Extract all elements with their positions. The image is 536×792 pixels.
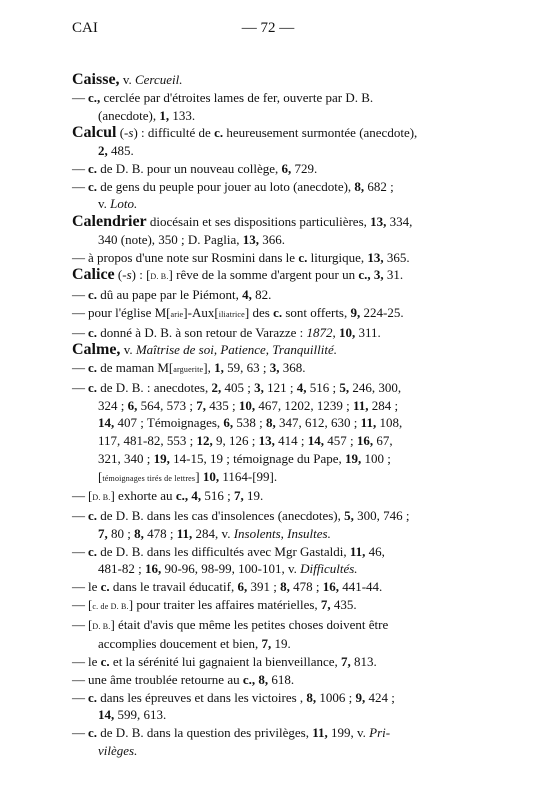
text: donné à D. B. à son retour de Varazze : [97,324,307,340]
text: 407 ; Témoignages, [114,415,224,431]
bold-ref: c. [88,543,98,559]
em-dash: — [72,324,85,340]
text: ] [195,468,203,484]
index-entry [72,507,476,543]
text: de D. B. dans la question des privilèges, [97,725,313,740]
text: 729. [291,160,318,176]
text: 46, [365,543,385,559]
bold-ref: 8, [134,525,144,541]
headword: Calme, [72,341,121,359]
text: ( [114,267,123,283]
text: 599, 613. [114,707,167,723]
bold-ref: 11, [176,525,193,541]
text: le [88,579,101,594]
entry-line [72,724,476,742]
text: 391 ; [247,579,281,594]
small-caps-text: c. de D. B. [92,601,129,611]
text: 67, [373,433,393,448]
italic-text: 1872, [306,324,336,340]
text: 31. [383,267,404,283]
bold-ref: c. [88,379,98,395]
text: 90-96, 98-99, 100-101, v. [161,561,301,577]
bold-ref: 11, [360,415,377,431]
text: dans les épreuves et dans les victoires , [97,689,307,705]
entry-line [72,231,476,249]
bold-ref: c. [88,160,98,176]
text: 682 ; [364,178,394,194]
text: 478 ; [143,525,177,541]
bold-ref: 8, [306,689,317,705]
bold-ref: c. [214,125,224,141]
index-entry [72,671,476,689]
text: v. [120,342,136,358]
italic-text: Difficultés. [300,561,358,577]
entry-line [72,560,476,578]
text: dans le travail éducatif, [109,579,238,594]
text: 321, 340 ; [98,450,154,466]
entry-line [72,195,476,213]
bold-ref: c. [298,249,308,265]
text: ]-Aux[ [183,304,219,320]
bold-ref: 10, [339,324,356,340]
index-entry [72,286,476,304]
bold-ref: 9, [355,689,366,705]
entry-line [72,507,476,525]
entry-line [72,616,476,636]
italic-text: Pri- [369,725,391,740]
bold-ref: 6, [281,160,292,176]
em-dash: — [72,89,85,105]
index-entry [72,249,476,267]
bold-ref: 16, [356,433,374,448]
text: 424 ; [365,689,395,705]
bold-ref: 14, [307,433,324,448]
text: et la sérénité lui gagnaient la bienveillance, [109,654,342,669]
bold-ref: 13, [258,433,275,448]
text: diocésain et ses dispositions particulières, [146,214,371,229]
bold-ref: 7, [196,397,206,413]
bold-ref: c. [88,360,98,375]
em-dash: — [72,579,85,594]
index-entry [72,578,476,596]
text: [ [88,616,93,632]
bold-ref: 7, [98,525,108,541]
index-entry [72,213,476,249]
text: 19. [271,636,291,652]
bold-ref: 16, [322,579,339,594]
bold-ref: c., [88,89,101,105]
entry-line [72,249,476,267]
text: 1006 ; [316,689,356,705]
bold-ref: 6, [223,415,234,431]
text: 405 ; [221,379,255,395]
index-entry [72,89,476,125]
bold-ref: 11, [353,397,369,413]
text: sont offerts, [282,304,351,320]
small-caps-text: D. B. [150,272,169,282]
bold-ref: 3, [373,267,384,283]
bold-ref: 13, [367,249,384,265]
small-caps-text: iliatrice [218,309,245,319]
small-caps-text: D. B. [92,493,111,503]
bold-ref: 14, [98,707,115,723]
em-dash: — [72,304,85,320]
bold-ref: 10, [202,468,220,484]
em-dash: — [72,160,85,176]
bold-ref: 19, [344,450,362,466]
entry-line [72,543,476,561]
text: 117, 481-82, 553 ; [98,433,197,448]
text: dû au pape par le Piémont, [97,287,243,302]
em-dash: — [72,508,85,523]
index-entry [72,379,476,488]
em-dash: — [72,725,85,740]
text: 467, 1202, 1239 ; [255,397,353,413]
italic-text: Cercueil. [134,72,183,87]
text: 457 ; [323,433,357,448]
index-entry [72,71,476,89]
text: pour l'église M[ [88,304,171,320]
text: 80 ; [107,525,135,541]
text: ] pour traiter les affaires matérielles, [128,596,321,612]
text: 14-15, 19 ; témoignage du Pape, [169,450,345,466]
bold-ref: c. [88,725,98,740]
text: 199, v. [327,725,370,740]
bold-ref: 3, [269,360,280,375]
text: 347, 612, 630 ; [275,415,361,431]
entry-line [72,468,476,488]
text: 108, [376,415,403,431]
text: 340 (note), 350 ; D. Paglia, [98,231,243,247]
bold-ref: 7, [320,596,331,612]
entry-line [72,706,476,724]
em-dash: — [72,596,85,612]
text: le [88,654,101,669]
text: accomplies doucement et bien, [98,636,262,652]
em-dash: — [72,287,85,302]
running-head-section: CAI [72,20,98,36]
index-entry [72,160,476,178]
text: de gens du peuple pour jouer au loto (anecdote), [97,178,355,194]
index-entry [72,653,476,671]
text: v. [98,196,111,212]
bold-ref: 14, [98,415,115,431]
bold-ref: 13, [370,214,387,229]
text: 813. [350,654,377,669]
index-entry [72,689,476,725]
bold-ref: 5, [344,508,354,523]
bold-ref: 19, [153,450,170,466]
text: ( [116,125,125,141]
bold-ref: 7, [233,488,244,504]
small-caps-text: arie [170,309,184,319]
index-entry [72,266,476,286]
bold-ref: c., [242,671,256,687]
bold-ref: 9, [350,304,361,320]
bold-ref: 11, [312,725,328,740]
index-entries [72,71,476,760]
text: [ [98,468,103,484]
text: 311. [355,324,381,340]
entry-line [72,142,476,160]
entry-line [72,324,476,342]
small-caps-text: D. B. [92,621,111,631]
bold-ref: c., [358,267,371,283]
entry-line [72,266,476,286]
text: 618. [268,671,295,687]
text: ] était d'avis que même les petites choses doivent être [110,616,389,632]
bold-ref: 7, [341,654,351,669]
text: 538 ; [233,415,267,431]
text: 100 ; [361,450,391,466]
entry-line [72,578,476,596]
bold-ref: 2, [211,379,222,395]
bold-ref: 10, [238,397,256,413]
text: 435 ; [206,397,239,413]
bold-ref: 4, [191,488,202,504]
entry-line [72,160,476,178]
em-dash: — [72,178,85,194]
entry-line [72,742,476,760]
entry-line [72,689,476,707]
text: 435. [330,596,357,612]
text: de D. B. pour un nouveau collège, [97,160,282,176]
text: 300, 746 ; [353,508,410,523]
bold-ref: 16, [144,561,162,577]
entry-line [72,525,476,543]
index-entry [72,124,476,160]
index-entry [72,543,476,579]
text: 133. [169,107,196,123]
text: 516 ; [201,488,234,504]
text: 564, 573 ; [137,397,197,413]
bold-ref: 3, [254,379,264,395]
bold-ref: 6, [237,579,248,594]
bold-ref: c. [100,579,110,594]
text: 324 ; [98,397,128,413]
text: de maman M[ [97,360,174,375]
entry-line [72,359,476,379]
bold-ref: 1, [159,107,170,123]
bold-ref: c. [100,654,110,669]
text: 485. [107,143,134,158]
entry-line [72,487,476,507]
text: 365. [383,249,410,265]
page-number: — 72 — [241,20,295,36]
text: 224-25. [360,304,404,320]
text: [ [88,488,93,504]
entry-line [72,107,476,125]
em-dash: — [72,249,85,265]
entry-line [72,379,476,397]
text: 284 ; [368,397,399,413]
em-dash: — [72,543,85,559]
text: 1164-[99]. [219,468,278,484]
text: liturgique, [307,249,368,265]
text: 121 ; [263,379,297,395]
text: 366. [259,231,286,247]
text: cerclée par d'étroites lames de fer, ouverte par D. B. [100,89,374,105]
text: de D. B. dans les cas d'insolences (anecdotes), [97,508,345,523]
italic-text: -s [124,125,134,141]
text: 368. [279,360,306,375]
index-entry [72,724,476,760]
text: de D. B. : anecdotes, [97,379,212,395]
entry-line [72,178,476,196]
entry-line [72,213,476,231]
text: ], [203,360,215,375]
text: ] rêve de la somme d'argent pour un [168,267,359,283]
text: 481-82 ; [98,561,145,577]
bold-ref: c. [88,178,98,194]
entry-line [72,89,476,107]
text: ] des [244,304,274,320]
index-entry [72,324,476,342]
small-caps-text: témoignages tirés de lettres [102,473,196,483]
text: 9, 126 ; [212,433,259,448]
bold-ref: c. [88,287,98,302]
bold-ref: 8, [266,415,276,431]
text: 284, v. [192,525,234,541]
text: de D. B. dans les difficultés avec Mgr Gastaldi, [97,543,350,559]
headword: Calice [72,266,115,284]
bold-ref: 11, [349,543,366,559]
text: 246, 300, [349,379,402,395]
text: 478 ; [289,579,323,594]
bold-ref: 12, [196,433,213,448]
text: (anecdote), [98,107,160,123]
text: 82. [251,287,272,302]
text: 59, 63 ; [223,360,270,375]
text: ] exhorte au [110,488,176,504]
italic-text: Loto. [110,196,138,212]
index-entry [72,359,476,379]
index-entry [72,616,476,654]
em-dash: — [72,360,85,375]
bold-ref: c. [88,508,98,523]
bold-ref: 8, [280,579,290,594]
entry-line [72,596,476,616]
entry-line [72,653,476,671]
headword: Caisse, [72,71,120,88]
text: heureusement surmontée (anecdote), [223,125,418,141]
index-entry [72,487,476,507]
bold-ref: c. [273,304,283,320]
bold-ref: c. [88,689,98,705]
em-dash: — [72,488,85,504]
em-dash: — [72,616,85,632]
bold-ref: 7, [261,636,272,652]
headword: Calcul [72,124,117,142]
entry-line [72,414,476,432]
bold-ref: 4, [296,379,307,395]
text: 516 ; [306,379,340,395]
text: v. [119,72,135,87]
bold-ref: 13, [242,231,260,247]
index-entry [72,341,476,359]
text: [ [88,596,93,612]
text: ) : [ [131,267,151,283]
small-caps-text: arguerite [173,365,204,374]
text: 334, [386,214,413,229]
bold-ref: c., [175,488,189,504]
bold-ref: 6, [127,397,138,413]
bold-ref: 1, [214,360,224,375]
em-dash: — [72,654,85,669]
index-entry [72,178,476,214]
index-entry [72,596,476,616]
italic-text: Maîtrise de soi, Patience, Tranquillité. [135,342,337,358]
bold-ref: 8, [354,178,365,194]
bold-ref: 8, [258,671,269,687]
entry-line [72,124,476,142]
entry-line [72,397,476,415]
bold-ref: 5, [339,379,350,395]
entry-line [72,450,476,468]
entry-line [72,671,476,689]
em-dash: — [72,689,85,705]
text: ) : difficulté de [133,125,215,141]
entry-line [72,304,476,324]
entry-line [72,341,476,359]
entry-line [72,71,476,89]
text: 414 ; [274,433,308,448]
italic-text: vilèges. [98,742,138,758]
running-header [72,20,464,40]
text: une âme troublée retourne au [88,671,243,687]
italic-text: Insolents, Insultes. [233,525,331,541]
text: à propos d'une note sur Rosmini dans le [88,249,299,265]
entry-line [72,432,476,450]
headword: Calendrier [72,213,147,230]
entry-line [72,286,476,304]
em-dash: — [72,671,85,687]
bold-ref: c. [88,324,98,340]
bold-ref: 2, [98,143,108,158]
index-entry [72,304,476,324]
text: 441-44. [338,579,383,594]
text: 19. [243,488,264,504]
bold-ref: 4, [242,287,252,302]
em-dash: — [72,379,85,395]
entry-line [72,635,476,653]
italic-text: -s [122,267,132,283]
